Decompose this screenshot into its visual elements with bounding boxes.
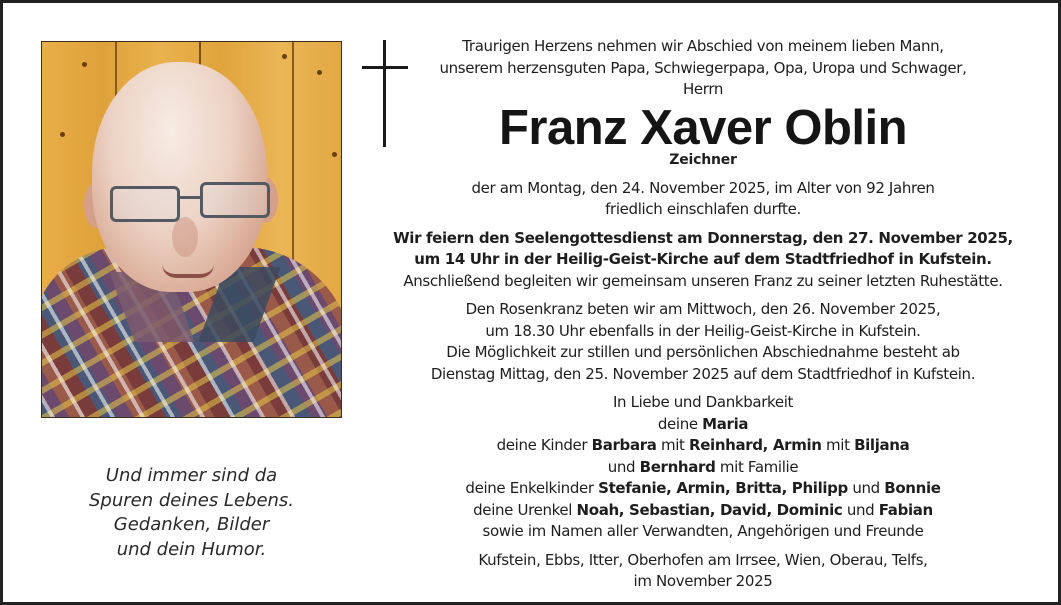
mourners-heading: In Liebe und Dankbarkeit [612, 393, 794, 411]
glasses [104, 182, 276, 224]
text: mit [656, 436, 689, 454]
name: Stefanie, Armin, Britta, Philipp [598, 479, 848, 497]
intro-line: Traurigen Herzens nehmen wir Abschied von meinem lieben Mann, [462, 37, 944, 55]
quote-line: Spuren deines Lebens. [88, 489, 295, 511]
text: deine Urenkel [473, 500, 577, 519]
wood-knot [332, 152, 337, 157]
intro-line: Herrn [682, 80, 724, 98]
text: deine [657, 414, 703, 433]
deceased-occupation: Zeichner [669, 151, 737, 168]
glasses-lens-left [110, 186, 180, 222]
name: Bernhard [639, 457, 716, 476]
footer-date: im November 2025 [633, 572, 773, 590]
quote-line: Gedanken, Bilder [113, 514, 270, 535]
portrait-photo [41, 41, 342, 418]
mourners-children-2 [363, 457, 1043, 479]
name: Noah, Sebastian, David, Dominic [576, 500, 843, 519]
text: mit Familie [715, 457, 799, 476]
service-line: um 14 Uhr in der Heilig-Geist-Kirche auf dem Stadtfriedhof in Kufstein. [414, 250, 992, 268]
footer-places: Kufstein, Ebbs, Itter, Oberhofen am Irrsee, Wien, Oberau, Telfs, [478, 550, 928, 569]
notice-body [363, 36, 1043, 593]
text: und [847, 479, 885, 497]
glasses-lens-right [200, 182, 270, 218]
name: Bonnie [884, 479, 941, 497]
rosary-line: um 18.30 Uhr ebenfalls in der Heilig-Geist-Kirche in Kufstein. [485, 321, 921, 340]
wood-knot [82, 62, 87, 67]
death-notice-line: friedlich einschlafen durfte. [605, 200, 801, 218]
text: deine Enkelkinder [465, 479, 599, 497]
name: Maria [702, 414, 749, 433]
name: Biljana [854, 436, 910, 454]
quote-line: Und immer sind da [105, 465, 278, 486]
name: Fabian [878, 500, 933, 519]
smile [162, 264, 214, 278]
mourners-others: sowie im Namen aller Verwandten, Angehörigen und Freunde [482, 522, 924, 540]
service-after: Anschließend begleiten wir gemeinsam unseren Franz zu seiner letzten Ruhestätte. [403, 271, 1003, 290]
text: deine Kinder [496, 436, 592, 454]
mourners-children [363, 435, 1043, 457]
head [92, 62, 267, 292]
wood-knot [317, 70, 322, 75]
name: Barbara [591, 436, 657, 454]
death-notice-line: der am Montag, den 24. November 2025, im Alter von 92 Jahren [471, 178, 935, 197]
name: Reinhard, Armin [689, 436, 822, 454]
wood-knot [60, 132, 65, 137]
intro-line: unserem herzensguten Papa, Schwiegerpapa, Opa, Uropa und Schwager, [439, 58, 967, 77]
text: mit [821, 436, 855, 454]
quote-line: und dein Humor. [116, 538, 267, 560]
mourners-grandchildren [363, 478, 1043, 500]
text: und [842, 500, 879, 519]
rosary-line: Den Rosenkranz beten wir am Mittwoch, den 26. November 2025, [465, 300, 941, 318]
rosary-line: Dienstag Mittag, den 25. November 2025 auf dem Stadtfriedhof in Kufstein. [430, 364, 976, 383]
mourners-great-grandchildren [363, 500, 1043, 522]
service-line: Wir feiern den Seelengottesdienst am Donnerstag, den 27. November 2025, [393, 228, 1013, 247]
text: und [607, 457, 640, 476]
mourners-wife [363, 414, 1043, 436]
memorial-quote [41, 464, 342, 562]
glasses-bridge [178, 196, 202, 199]
deceased-name: Franz Xaver Oblin [498, 100, 908, 155]
wood-knot [282, 54, 287, 59]
rosary-line: Die Möglichkeit zur stillen und persönlichen Abschiednahme besteht ab [446, 343, 960, 361]
